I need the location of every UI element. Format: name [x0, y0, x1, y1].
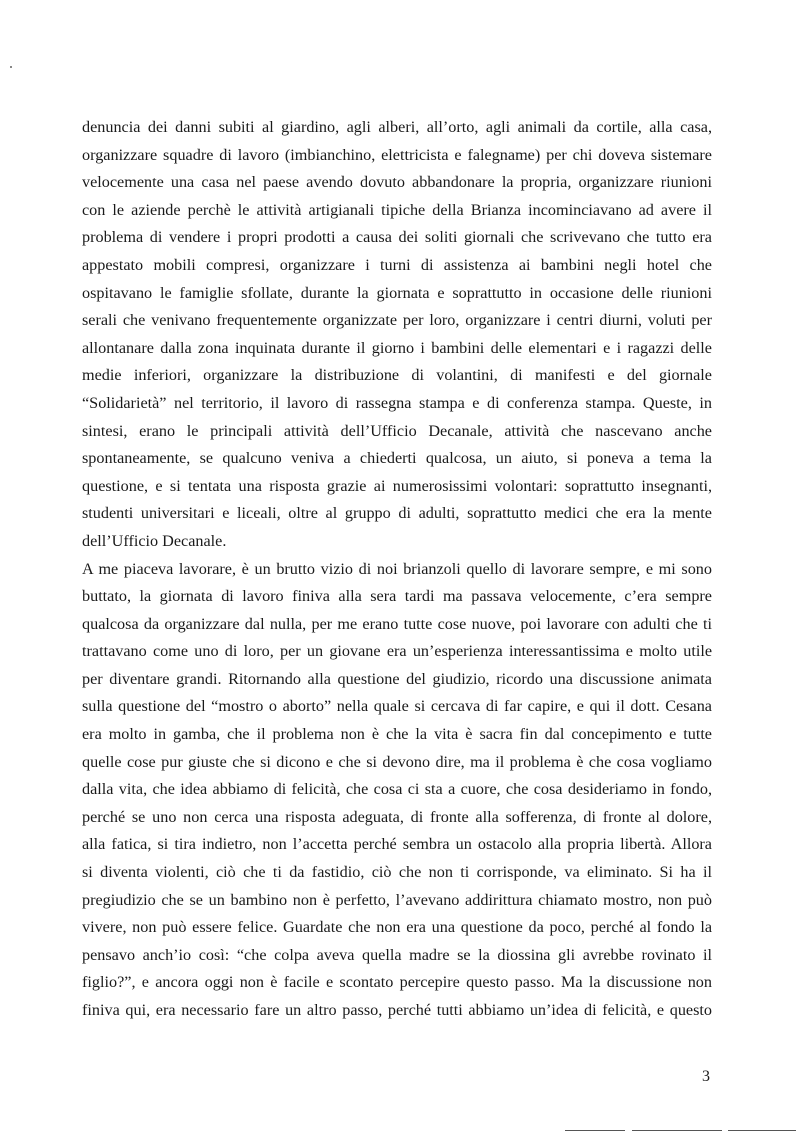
text-line: velocemente una casa nel paese avendo dovuto abbandonare la propria, organizzare riunioni — [82, 173, 712, 192]
body-text — [82, 114, 712, 1025]
text-line: con le aziende perchè le attività artigianali tipiche della Brianza incominciavano ad avere il — [82, 200, 712, 219]
text-line: sintesi, erano le principali attività dell’Ufficio Decanale, attività che nascevano anche — [82, 421, 712, 440]
text-line: dell’Ufficio Decanale. — [82, 531, 227, 550]
text-line: spontaneamente, se qualcuno veniva a chiederti qualcosa, un aiuto, si poneva a tema la — [82, 449, 712, 468]
bottom-rule — [632, 1130, 722, 1131]
text-line: problema di vendere i propri prodotti a causa dei soliti giornali che scrivevano che tutto era — [82, 228, 712, 247]
text-line: pregiudizio che se un bambino non è perfetto, l’avevano addirittura chiamato mostro, non può — [82, 890, 712, 909]
scan-speck — [10, 66, 12, 68]
text-line: studenti universitari e liceali, oltre al gruppo di adulti, soprattutto medici che era la mente — [82, 504, 712, 523]
text-line: allontanare dalla zona inquinata durante il giorno i bambini delle elementari e i ragazzi delle — [82, 338, 712, 357]
text-line: ospitavano le famiglie sfollate, durante la giornata e soprattutto in occasione delle riunioni — [82, 283, 712, 302]
text-line: quelle cose pur giuste che si dicono e che si devono dire, ma il problema è che cosa vogliamo — [82, 752, 712, 771]
text-line: figlio?”, e ancora oggi non è facile e scontato percepire questo passo. Ma la discussione non — [82, 973, 712, 992]
text-line: pensavo anch’io così: “che colpa aveva quella madre se la diossina gli avrebbe rovinato il — [82, 945, 712, 964]
text-line: appestato mobili compresi, organizzare i turni di assistenza ai bambini negli hotel che — [82, 255, 712, 274]
text-line: si diventa violenti, ciò che ti da fastidio, ciò che non ti corrisponde, va eliminato. Si ha il — [82, 863, 712, 882]
text-line: A me piaceva lavorare, è un brutto vizio di noi brianzoli quello di lavorare sempre, e mi sono — [82, 559, 712, 578]
text-line: denuncia dei danni subiti al giardino, agli alberi, all’orto, agli animali da cortile, alla casa, — [82, 118, 712, 136]
text-line: finiva qui, era necessario fare un altro passo, perché tutti abbiamo un’idea di felicità, e questo — [82, 1001, 712, 1019]
text-line: vivere, non può essere felice. Guardate che non era una questione da poco, perché al fondo la — [82, 918, 712, 937]
text-line: per diventare grandi. Ritornando alla questione del giudizio, ricordo una discussione animata — [82, 669, 712, 688]
text-line: perché se uno non cerca una risposta adeguata, di fronte alla sofferenza, di fronte al dolore, — [82, 807, 712, 826]
text-line: “Solidarietà” nel territorio, il lavoro di rassegna stampa e di conferenza stampa. Queste, in — [82, 393, 712, 412]
text-line: sulla questione del “mostro o aborto” nella quale si cercava di far capire, e qui il dott. Cesana — [82, 697, 712, 716]
text-line: dalla vita, che idea abbiamo di felicità, che cosa ci sta a cuore, che cosa desideriamo in fondo, — [82, 780, 712, 799]
page-number: 3 — [702, 1068, 710, 1085]
text-line: trattavano come uno di loro, per un giovane era un’esperienza interessantissima e molto utile — [82, 642, 712, 661]
text-line: era molto in gamba, che il problema non è che la vita è sacra fin dal concepimento e tutte — [82, 725, 712, 744]
bottom-rule — [565, 1130, 625, 1131]
text-line: alla fatica, si tira indietro, non l’accetta perché sembra un ostacolo alla propria libertà. Allora — [82, 835, 712, 854]
text-line: buttato, la giornata di lavoro finiva alla sera tardi ma passava velocemente, c’era sempre — [82, 587, 712, 606]
bottom-rule — [728, 1130, 796, 1131]
text-line: questione, e si tentata una risposta grazie ai numerosissimi volontari: soprattutto insegnanti, — [82, 476, 712, 495]
text-line: medie inferiori, organizzare la distribuzione di volantini, di manifesti e del giornale — [82, 366, 712, 385]
text-line: organizzare squadre di lavoro (imbianchino, elettricista e falegname) per chi doveva sistemare — [82, 145, 712, 164]
text-line: serali che venivano frequentemente organizzate per loro, organizzare i centri diurni, voluti per — [82, 311, 712, 330]
text-line: qualcosa da organizzare dal nulla, per me erano tutte cose nuove, poi lavorare con adulti che ti — [82, 614, 712, 633]
